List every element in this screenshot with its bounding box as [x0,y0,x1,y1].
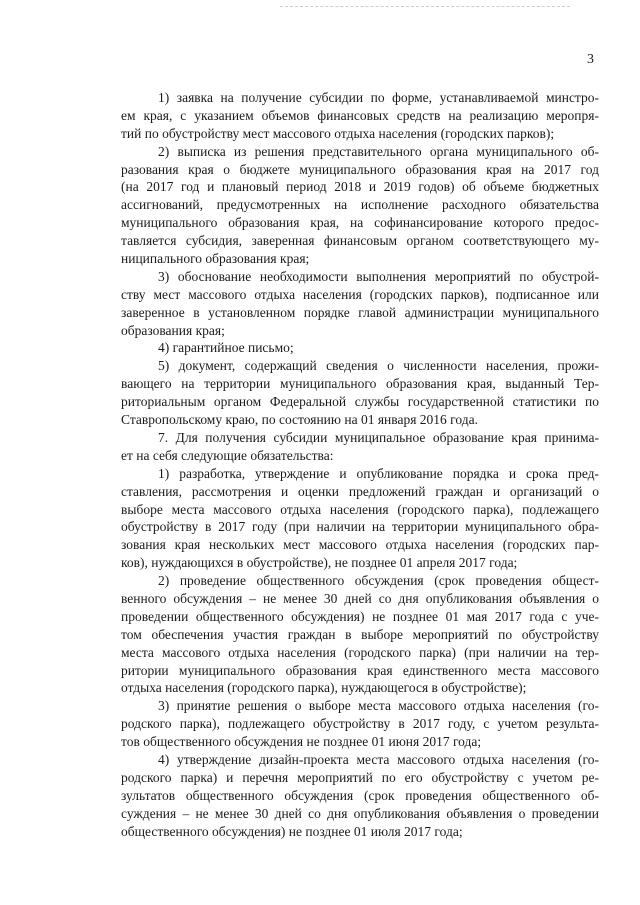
text-line: Ставропольскому краю, по состоянию на 01 января 2016 года. [121,412,478,428]
text-line: обустройству в 2017 году (при наличии на территории муниципального обра- [121,519,599,535]
text-line: ставления, рассмотрения и оценки предложений граждан и организаций о [121,483,599,499]
text-line: ассигнований, предусмотренных на исполнение расходного обязательства [121,197,599,213]
text-line: вающего на территории муниципального образования края, выданный Тер- [121,376,599,392]
text-line: 2) выписка из решения представительного органа муниципального об- [158,143,599,159]
text-line: 3) принятие решения о выборе места массового отдыха населения (го- [158,698,599,714]
text-line: ниципального образования края; [121,251,310,267]
scan-artifact-line [280,6,570,11]
text-line: 4) утверждение дизайн-проекта места массового отдыха населения (го- [158,752,599,768]
text-line: ет на себя следующие обязательства: [121,447,334,463]
text-line: места массового отдыха населения (городского парка) (при наличии на тер- [121,644,599,660]
text-line: отдыха населения (городского парка), нуждающегося в обустройстве); [121,680,527,696]
text-line: родского парка), подлежащего обустройству в 2017 году, с учетом результа- [121,716,599,732]
text-line: проведении общественного обсуждения) не позднее 01 мая 2017 года с уче- [121,608,599,624]
text-line: тавляется субсидия, заверенная финансовым органом соответствующего му- [121,233,599,249]
text-line: том обеспечения участия граждан в выборе мероприятий по обустройству [121,626,599,642]
text-line: 2) проведение общественного обсуждения (срок проведения общест- [158,573,599,589]
text-line: 7. Для получения субсидии муниципальное образование края принима- [158,430,599,445]
requirements-list-block [121,89,599,429]
text-line: 3) обоснование необходимости выполнения мероприятий по обустрой- [158,268,599,284]
text-line: зования края нескольких мест массового отдыха населения (городских пар- [121,537,599,553]
text-line: муниципального образования края, на софинансирование которого предос- [121,215,599,231]
text-line: тов общественного обсуждения не позднее 01 июня 2017 года; [121,734,482,750]
text-line: (на 2017 год и плановый период 2018 и 2019 годов) об объеме бюджетных [121,179,599,195]
text-line: венного обсуждения – не менее 30 дней со дня опубликования объявления о [121,591,599,607]
obligations-section-block [121,429,599,840]
text-line: ритории муниципального образования края единственного места массового [121,662,599,678]
text-line: образования края; [121,322,225,338]
text-line: 1) разработка, утверждение и опубликование порядка и срока пред- [158,465,599,481]
text-line: суждения – не менее 30 дней со дня опубликования объявления о проведении [121,805,599,821]
text-line: заверенное в установленном порядке главой администрации муниципального [121,304,599,320]
text-line: ству мест массового отдыха населения (городских парков), подписанное или [121,286,599,302]
text-line: ков), нуждающихся в обустройстве), не позднее 01 апреля 2017 года; [121,555,518,571]
text-line: тий по обустройству мест массового отдыха населения (городских парков); [121,125,555,141]
text-line: разования края о бюджете муниципального образования края на 2017 год [121,161,599,177]
text-line: 1) заявка на получение субсидии по форме, устанавливаемой минстро- [158,90,599,105]
text-line: риториальным органом Федеральной службы государственной статистики по [121,394,599,410]
text-line: 5) документ, содержащий сведения о численности населения, прожи- [158,358,599,374]
text-line: общественного обсуждения) не позднее 01 июля 2017 года; [121,823,463,839]
text-line: ем края, с указанием объемов финансовых средств на реализацию меропря- [121,107,599,123]
text-line: выборе места массового отдыха населения (городского парка), подлежащего [121,501,599,517]
text-line: родского парка) и перечня мероприятий по его обустройству с учетом ре- [121,769,599,785]
page-number: 3 [587,52,594,67]
text-line: 4) гарантийное письмо; [158,340,294,356]
text-line: зультатов общественного обсуждения (срок проведения общественного об- [121,787,599,803]
